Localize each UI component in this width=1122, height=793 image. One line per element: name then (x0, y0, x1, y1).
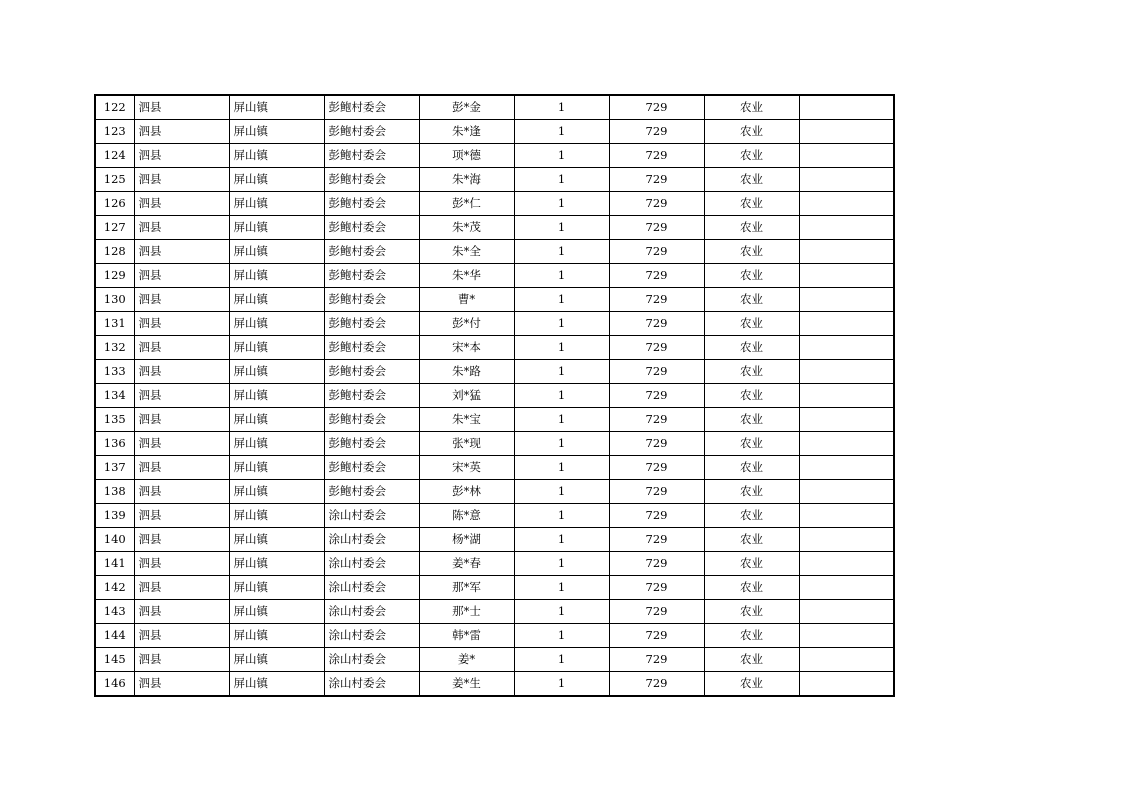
cell-county: 泗县 (134, 576, 229, 600)
cell-amount: 729 (609, 144, 704, 168)
cell-county: 泗县 (134, 456, 229, 480)
cell-count: 1 (514, 384, 609, 408)
cell-person-name: 曹* (419, 288, 514, 312)
cell-count: 1 (514, 528, 609, 552)
cell-amount: 729 (609, 95, 704, 120)
cell-town: 屏山镇 (229, 672, 324, 697)
cell-category: 农业 (704, 216, 799, 240)
cell-serial-number: 144 (95, 624, 134, 648)
cell-person-name: 彭*林 (419, 480, 514, 504)
cell-town: 屏山镇 (229, 624, 324, 648)
cell-town: 屏山镇 (229, 216, 324, 240)
cell-town: 屏山镇 (229, 648, 324, 672)
cell-person-name: 朱*华 (419, 264, 514, 288)
cell-note (799, 336, 894, 360)
cell-note (799, 168, 894, 192)
cell-count: 1 (514, 672, 609, 697)
cell-village-committee: 彭鲍村委会 (324, 240, 419, 264)
cell-person-name: 姜*春 (419, 552, 514, 576)
cell-note (799, 528, 894, 552)
cell-serial-number: 143 (95, 600, 134, 624)
cell-town: 屏山镇 (229, 528, 324, 552)
cell-amount: 729 (609, 552, 704, 576)
cell-note (799, 384, 894, 408)
cell-person-name: 姜*生 (419, 672, 514, 697)
cell-person-name: 朱*路 (419, 360, 514, 384)
cell-village-committee: 彭鲍村委会 (324, 480, 419, 504)
cell-person-name: 张*现 (419, 432, 514, 456)
cell-village-committee: 涂山村委会 (324, 672, 419, 697)
cell-town: 屏山镇 (229, 504, 324, 528)
cell-amount: 729 (609, 576, 704, 600)
cell-amount: 729 (609, 120, 704, 144)
cell-village-committee: 彭鲍村委会 (324, 408, 419, 432)
cell-person-name: 朱*海 (419, 168, 514, 192)
cell-amount: 729 (609, 504, 704, 528)
cell-town: 屏山镇 (229, 480, 324, 504)
cell-town: 屏山镇 (229, 95, 324, 120)
cell-amount: 729 (609, 192, 704, 216)
cell-county: 泗县 (134, 528, 229, 552)
table-row (95, 240, 894, 264)
cell-town: 屏山镇 (229, 264, 324, 288)
cell-note (799, 216, 894, 240)
cell-town: 屏山镇 (229, 432, 324, 456)
cell-town: 屏山镇 (229, 336, 324, 360)
cell-note (799, 624, 894, 648)
cell-amount: 729 (609, 312, 704, 336)
cell-town: 屏山镇 (229, 120, 324, 144)
cell-county: 泗县 (134, 624, 229, 648)
cell-serial-number: 137 (95, 456, 134, 480)
roster-body (95, 95, 894, 696)
cell-town: 屏山镇 (229, 288, 324, 312)
table-row (95, 480, 894, 504)
cell-village-committee: 彭鲍村委会 (324, 312, 419, 336)
cell-county: 泗县 (134, 648, 229, 672)
cell-town: 屏山镇 (229, 456, 324, 480)
cell-serial-number: 127 (95, 216, 134, 240)
cell-count: 1 (514, 336, 609, 360)
cell-note (799, 192, 894, 216)
cell-note (799, 504, 894, 528)
cell-county: 泗县 (134, 216, 229, 240)
cell-note (799, 144, 894, 168)
table-row (95, 168, 894, 192)
cell-amount: 729 (609, 672, 704, 697)
table-row (95, 192, 894, 216)
cell-village-committee: 彭鲍村委会 (324, 336, 419, 360)
cell-count: 1 (514, 600, 609, 624)
cell-person-name: 陈*意 (419, 504, 514, 528)
cell-note (799, 480, 894, 504)
cell-category: 农业 (704, 576, 799, 600)
cell-amount: 729 (609, 408, 704, 432)
cell-town: 屏山镇 (229, 168, 324, 192)
cell-town: 屏山镇 (229, 144, 324, 168)
cell-village-committee: 彭鲍村委会 (324, 95, 419, 120)
table-row (95, 144, 894, 168)
cell-serial-number: 133 (95, 360, 134, 384)
cell-serial-number: 145 (95, 648, 134, 672)
table-row (95, 624, 894, 648)
cell-category: 农业 (704, 480, 799, 504)
cell-county: 泗县 (134, 168, 229, 192)
cell-person-name: 刘*猛 (419, 384, 514, 408)
cell-town: 屏山镇 (229, 360, 324, 384)
table-row (95, 216, 894, 240)
cell-county: 泗县 (134, 336, 229, 360)
cell-person-name: 杨*湖 (419, 528, 514, 552)
cell-category: 农业 (704, 168, 799, 192)
cell-count: 1 (514, 432, 609, 456)
cell-note (799, 360, 894, 384)
cell-category: 农业 (704, 528, 799, 552)
cell-category: 农业 (704, 456, 799, 480)
cell-amount: 729 (609, 600, 704, 624)
roster-table (94, 94, 895, 697)
cell-town: 屏山镇 (229, 552, 324, 576)
cell-serial-number: 139 (95, 504, 134, 528)
cell-town: 屏山镇 (229, 384, 324, 408)
cell-category: 农业 (704, 672, 799, 697)
cell-village-committee: 彭鲍村委会 (324, 264, 419, 288)
cell-amount: 729 (609, 360, 704, 384)
cell-village-committee: 彭鲍村委会 (324, 120, 419, 144)
table-row (95, 552, 894, 576)
cell-category: 农业 (704, 288, 799, 312)
cell-person-name: 朱*宝 (419, 408, 514, 432)
cell-county: 泗县 (134, 240, 229, 264)
cell-serial-number: 125 (95, 168, 134, 192)
cell-county: 泗县 (134, 288, 229, 312)
cell-category: 农业 (704, 360, 799, 384)
cell-category: 农业 (704, 504, 799, 528)
cell-category: 农业 (704, 600, 799, 624)
cell-note (799, 432, 894, 456)
table-row (95, 648, 894, 672)
cell-serial-number: 132 (95, 336, 134, 360)
cell-village-committee: 彭鲍村委会 (324, 192, 419, 216)
cell-person-name: 那*士 (419, 600, 514, 624)
table-row (95, 432, 894, 456)
cell-category: 农业 (704, 336, 799, 360)
cell-person-name: 彭*付 (419, 312, 514, 336)
cell-county: 泗县 (134, 672, 229, 697)
cell-count: 1 (514, 408, 609, 432)
cell-serial-number: 134 (95, 384, 134, 408)
cell-note (799, 264, 894, 288)
cell-note (799, 312, 894, 336)
cell-category: 农业 (704, 264, 799, 288)
cell-county: 泗县 (134, 95, 229, 120)
cell-note (799, 240, 894, 264)
table-row (95, 360, 894, 384)
cell-amount: 729 (609, 480, 704, 504)
cell-count: 1 (514, 552, 609, 576)
cell-village-committee: 彭鲍村委会 (324, 288, 419, 312)
table-row (95, 528, 894, 552)
cell-village-committee: 涂山村委会 (324, 552, 419, 576)
cell-village-committee: 彭鲍村委会 (324, 216, 419, 240)
cell-count: 1 (514, 95, 609, 120)
cell-serial-number: 124 (95, 144, 134, 168)
cell-person-name: 宋*英 (419, 456, 514, 480)
cell-count: 1 (514, 648, 609, 672)
table-row (95, 264, 894, 288)
cell-village-committee: 涂山村委会 (324, 600, 419, 624)
cell-count: 1 (514, 456, 609, 480)
cell-note (799, 552, 894, 576)
cell-village-committee: 涂山村委会 (324, 624, 419, 648)
cell-town: 屏山镇 (229, 312, 324, 336)
cell-count: 1 (514, 480, 609, 504)
cell-category: 农业 (704, 648, 799, 672)
cell-village-committee: 彭鲍村委会 (324, 144, 419, 168)
cell-person-name: 朱*逢 (419, 120, 514, 144)
cell-count: 1 (514, 264, 609, 288)
cell-category: 农业 (704, 432, 799, 456)
cell-count: 1 (514, 192, 609, 216)
cell-category: 农业 (704, 408, 799, 432)
cell-serial-number: 131 (95, 312, 134, 336)
cell-count: 1 (514, 216, 609, 240)
cell-person-name: 项*德 (419, 144, 514, 168)
cell-count: 1 (514, 288, 609, 312)
cell-county: 泗县 (134, 192, 229, 216)
cell-person-name: 朱*全 (419, 240, 514, 264)
table-row (95, 312, 894, 336)
cell-note (799, 95, 894, 120)
cell-count: 1 (514, 576, 609, 600)
table-row (95, 95, 894, 120)
cell-serial-number: 130 (95, 288, 134, 312)
cell-count: 1 (514, 360, 609, 384)
cell-count: 1 (514, 504, 609, 528)
cell-serial-number: 126 (95, 192, 134, 216)
cell-amount: 729 (609, 336, 704, 360)
cell-village-committee: 彭鲍村委会 (324, 456, 419, 480)
table-row (95, 288, 894, 312)
cell-county: 泗县 (134, 480, 229, 504)
cell-village-committee: 彭鲍村委会 (324, 168, 419, 192)
cell-note (799, 576, 894, 600)
cell-serial-number: 123 (95, 120, 134, 144)
cell-town: 屏山镇 (229, 240, 324, 264)
cell-village-committee: 涂山村委会 (324, 528, 419, 552)
cell-category: 农业 (704, 552, 799, 576)
cell-county: 泗县 (134, 408, 229, 432)
cell-county: 泗县 (134, 144, 229, 168)
cell-county: 泗县 (134, 120, 229, 144)
table-row (95, 600, 894, 624)
cell-person-name: 彭*仁 (419, 192, 514, 216)
cell-county: 泗县 (134, 504, 229, 528)
cell-note (799, 600, 894, 624)
cell-category: 农业 (704, 312, 799, 336)
table-row (95, 336, 894, 360)
cell-note (799, 408, 894, 432)
cell-village-committee: 彭鲍村委会 (324, 384, 419, 408)
cell-county: 泗县 (134, 432, 229, 456)
cell-amount: 729 (609, 384, 704, 408)
cell-amount: 729 (609, 264, 704, 288)
cell-person-name: 姜* (419, 648, 514, 672)
cell-category: 农业 (704, 240, 799, 264)
cell-amount: 729 (609, 624, 704, 648)
cell-serial-number: 141 (95, 552, 134, 576)
cell-amount: 729 (609, 528, 704, 552)
cell-village-committee: 彭鲍村委会 (324, 432, 419, 456)
cell-town: 屏山镇 (229, 192, 324, 216)
cell-person-name: 宋*本 (419, 336, 514, 360)
cell-amount: 729 (609, 456, 704, 480)
cell-amount: 729 (609, 432, 704, 456)
cell-count: 1 (514, 120, 609, 144)
cell-serial-number: 140 (95, 528, 134, 552)
cell-serial-number: 129 (95, 264, 134, 288)
cell-village-committee: 涂山村委会 (324, 504, 419, 528)
cell-serial-number: 122 (95, 95, 134, 120)
cell-count: 1 (514, 312, 609, 336)
cell-category: 农业 (704, 144, 799, 168)
cell-person-name: 朱*茂 (419, 216, 514, 240)
cell-note (799, 288, 894, 312)
cell-county: 泗县 (134, 384, 229, 408)
cell-note (799, 120, 894, 144)
cell-serial-number: 128 (95, 240, 134, 264)
cell-category: 农业 (704, 384, 799, 408)
cell-person-name: 彭*金 (419, 95, 514, 120)
cell-town: 屏山镇 (229, 408, 324, 432)
cell-serial-number: 138 (95, 480, 134, 504)
cell-county: 泗县 (134, 360, 229, 384)
cell-county: 泗县 (134, 552, 229, 576)
cell-amount: 729 (609, 288, 704, 312)
cell-county: 泗县 (134, 600, 229, 624)
cell-village-committee: 彭鲍村委会 (324, 360, 419, 384)
cell-county: 泗县 (134, 312, 229, 336)
cell-amount: 729 (609, 648, 704, 672)
cell-town: 屏山镇 (229, 576, 324, 600)
cell-serial-number: 136 (95, 432, 134, 456)
cell-category: 农业 (704, 120, 799, 144)
table-row (95, 456, 894, 480)
table-row (95, 672, 894, 697)
cell-serial-number: 135 (95, 408, 134, 432)
cell-village-committee: 涂山村委会 (324, 648, 419, 672)
cell-county: 泗县 (134, 264, 229, 288)
cell-amount: 729 (609, 240, 704, 264)
cell-count: 1 (514, 240, 609, 264)
cell-count: 1 (514, 144, 609, 168)
cell-count: 1 (514, 624, 609, 648)
cell-town: 屏山镇 (229, 600, 324, 624)
cell-amount: 729 (609, 168, 704, 192)
table-row (95, 120, 894, 144)
table-row (95, 504, 894, 528)
cell-note (799, 648, 894, 672)
cell-person-name: 韩*雷 (419, 624, 514, 648)
cell-person-name: 那*军 (419, 576, 514, 600)
table-row (95, 384, 894, 408)
cell-serial-number: 142 (95, 576, 134, 600)
cell-category: 农业 (704, 95, 799, 120)
cell-category: 农业 (704, 624, 799, 648)
cell-amount: 729 (609, 216, 704, 240)
cell-village-committee: 涂山村委会 (324, 576, 419, 600)
cell-note (799, 456, 894, 480)
table-row (95, 408, 894, 432)
cell-count: 1 (514, 168, 609, 192)
cell-serial-number: 146 (95, 672, 134, 697)
cell-category: 农业 (704, 192, 799, 216)
table-row (95, 576, 894, 600)
cell-note (799, 672, 894, 697)
